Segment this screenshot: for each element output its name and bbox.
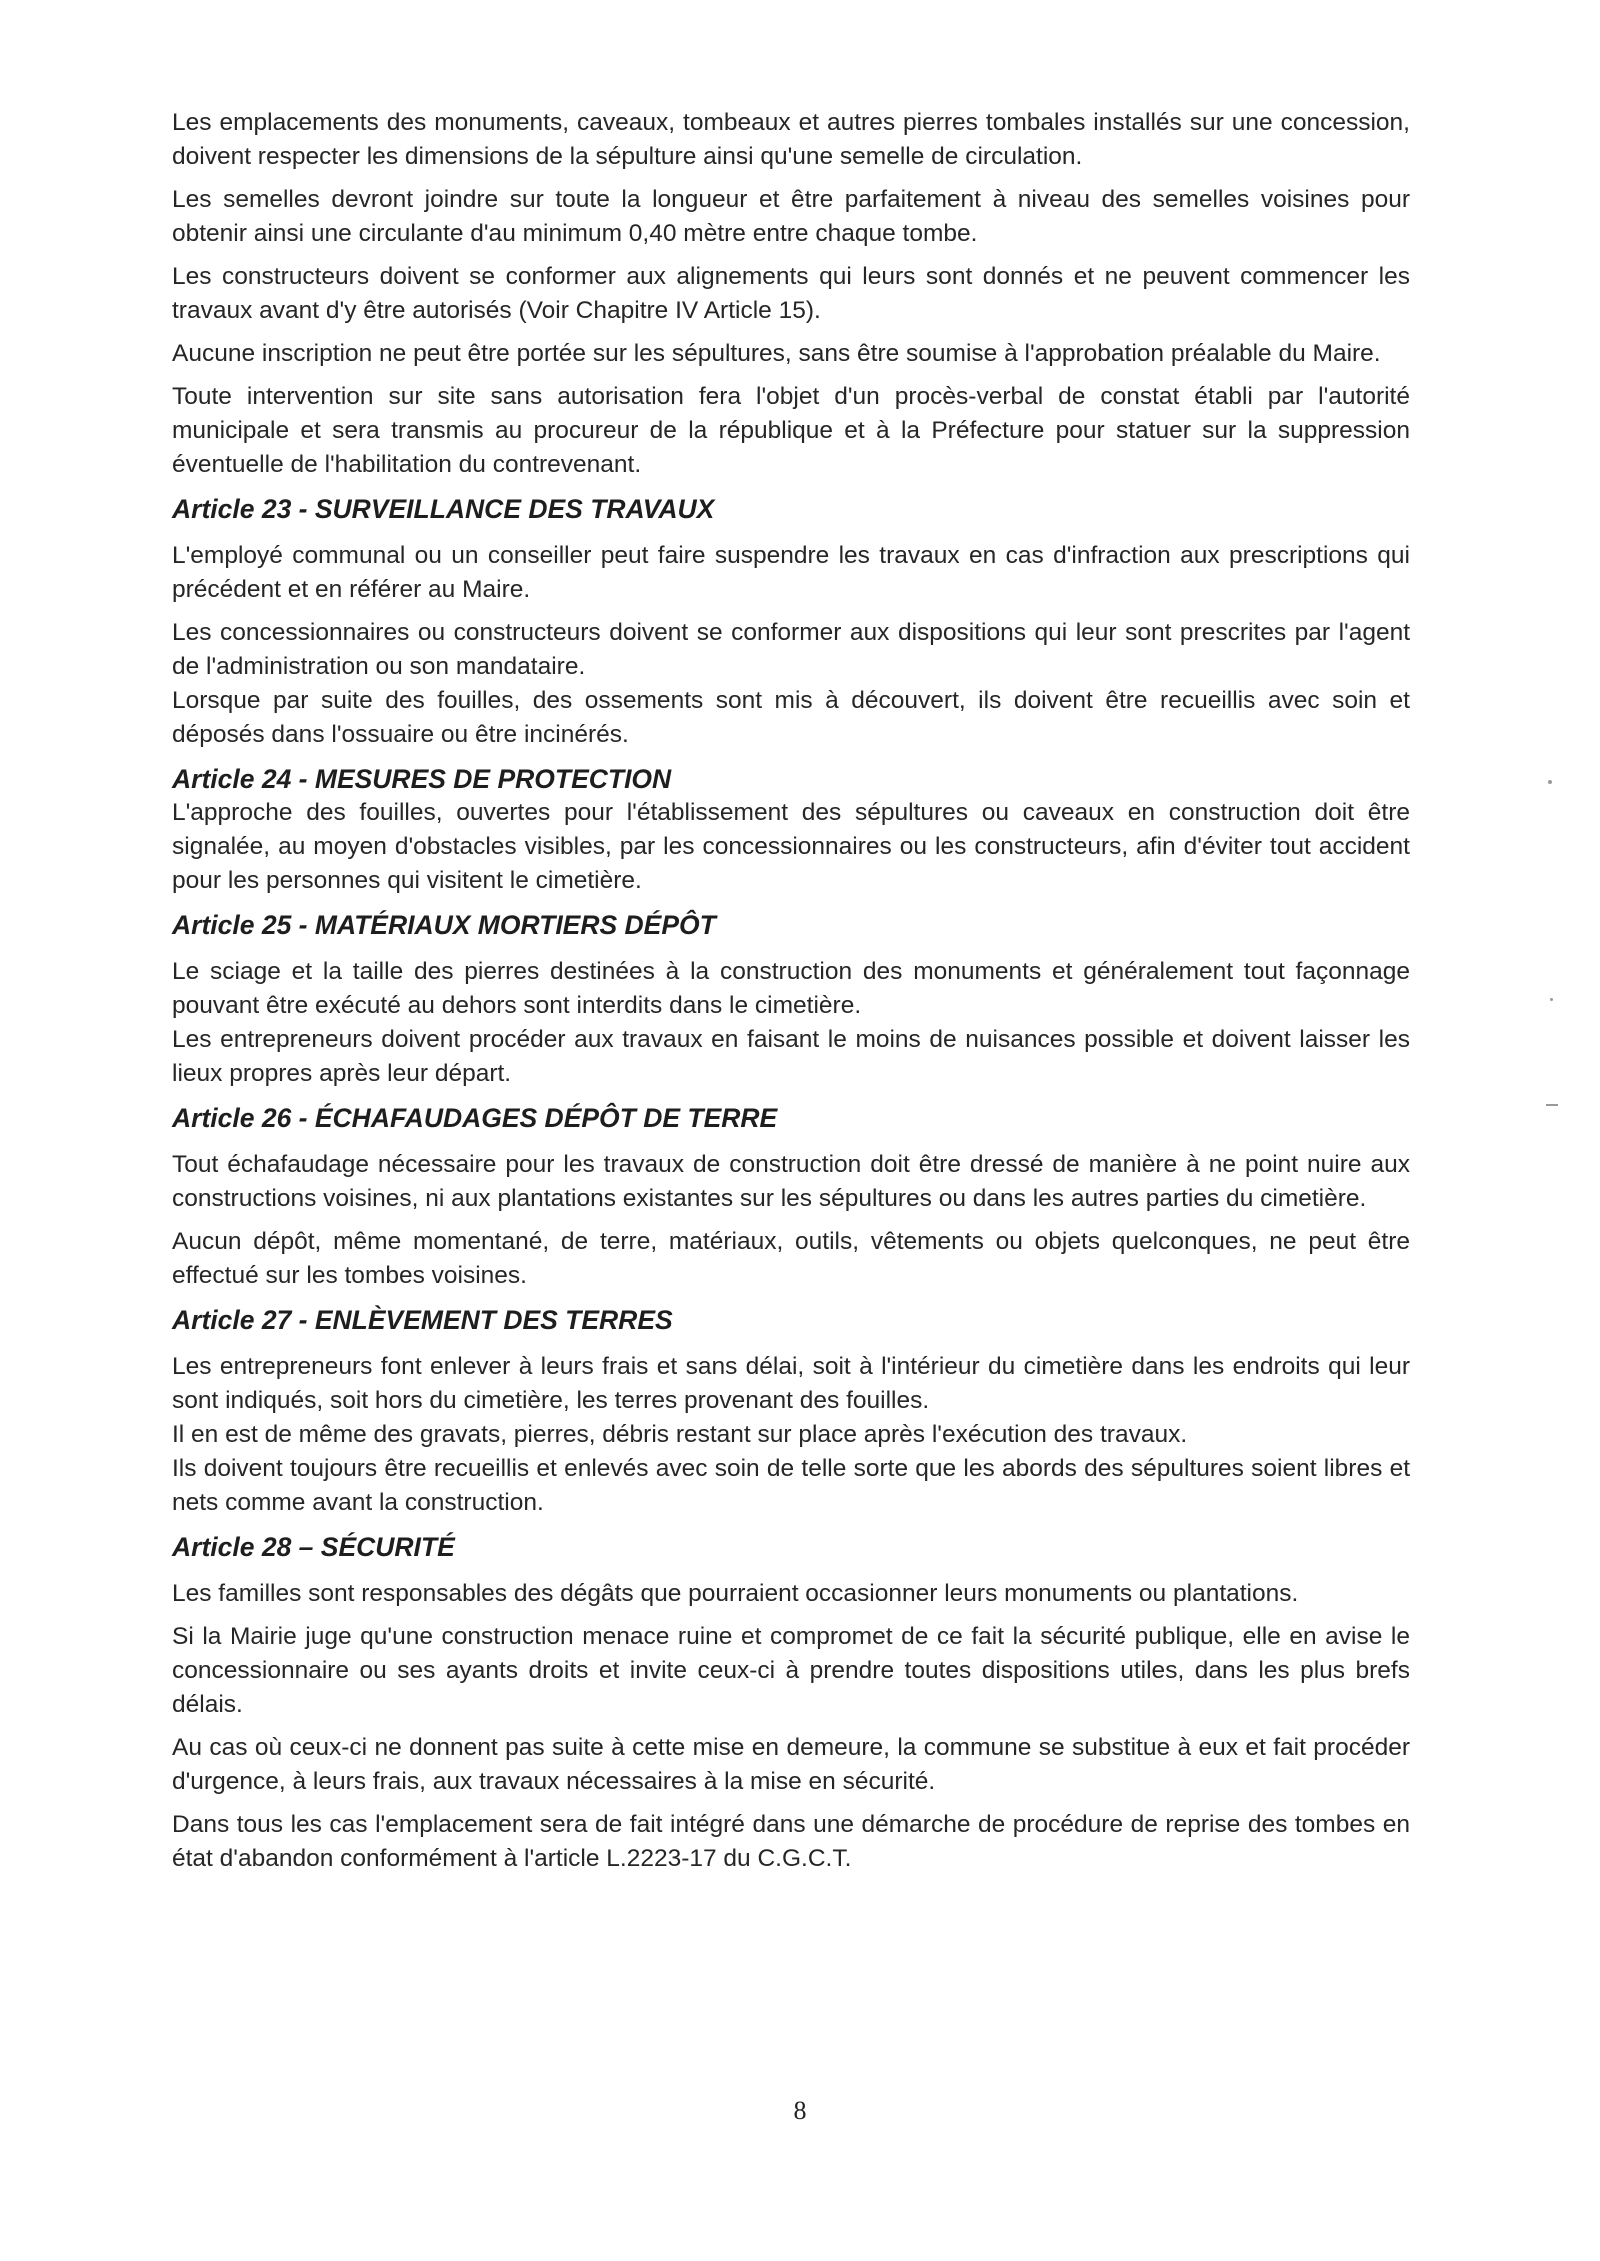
scan-speck (1550, 998, 1553, 1001)
document-page (172, 106, 1410, 1885)
article-28-paragraph-1: Les familles sont responsables des dégâts que pourraient occasionner leurs monuments ou plantations. (172, 1580, 1299, 1607)
scan-speck (1546, 1104, 1558, 1106)
article-27-paragraph-3: Ils doivent toujours être recueillis et enlevés avec soin de telle sorte que les abords des sépultures soient libres et nets comme avant la construction. (172, 1455, 1410, 1516)
article-26-paragraph-2: Aucun dépôt, même momentané, de terre, matériaux, outils, vêtements ou objets quelconques, ne peut être effectué sur les tombes voisines. (172, 1228, 1410, 1289)
article-27-paragraph-2: Il en est de même des gravats, pierres, débris restant sur place après l'exécution des travaux. (172, 1421, 1188, 1448)
article-25-heading: Article 25 - MATÉRIAUX MORTIERS DÉPÔT (172, 910, 716, 940)
article-24-heading: Article 24 - MESURES DE PROTECTION (172, 764, 672, 794)
paragraph-semelles: Les semelles devront joindre sur toute la longueur et être parfaitement à niveau des semelles voisines pour obtenir ainsi une circulante d'au minimum 0,40 mètre entre chaque tombe. (172, 186, 1410, 247)
paragraph-constructeurs: Les constructeurs doivent se conformer aux alignements qui leurs sont donnés et ne peuvent commencer les travaux avant d'y être autorisés (Voir Chapitre IV Article 15). (172, 263, 1410, 324)
article-23-paragraph-2: Les concessionnaires ou constructeurs doivent se conformer aux dispositions qui leur sont prescrites par l'agent de l'administration ou son mandataire. (172, 619, 1410, 680)
article-28 (172, 1530, 1410, 1876)
article-27-heading: Article 27 - ENLÈVEMENT DES TERRES (172, 1305, 673, 1335)
article-25-paragraph-1: Le sciage et la taille des pierres destinées à la construction des monuments et généralement tout façonnage pouvant être exécuté au dehors sont interdits dans le cimetière. (172, 958, 1410, 1019)
article-27-paragraph-1: Les entrepreneurs font enlever à leurs frais et sans délai, soit à l'intérieur du cimetière dans les endroits qui leur sont indiqués, soit hors du cimetière, les terres provenant des fouilles. (172, 1353, 1410, 1414)
page-number: 8 (793, 2096, 807, 2125)
article-28-paragraph-4: Dans tous les cas l'emplacement sera de fait intégré dans une démarche de procédure de reprise des tombes en état d'abandon conformément à l'article L.2223-17 du C.G.C.T. (172, 1811, 1410, 1872)
article-26 (172, 1101, 1410, 1293)
paragraph-intervention: Toute intervention sur site sans autorisation fera l'objet d'un procès-verbal de constat établi par l'autorité municipale et sera transmis au procureur de la république et à la Préfecture pour statuer sur la suppression éventuelle de l'habilitation du contrevenant. (172, 383, 1410, 478)
paragraph-inscription: Aucune inscription ne peut être portée sur les sépultures, sans être soumise à l'approbation préalable du Maire. (172, 340, 1381, 367)
article-23-paragraph-3: Lorsque par suite des fouilles, des ossements sont mis à découvert, ils doivent être recueillis avec soin et déposés dans l'ossuaire ou être incinérés. (172, 687, 1410, 748)
article-23-heading: Article 23 - SURVEILLANCE DES TRAVAUX (172, 494, 715, 524)
article-25 (172, 908, 1410, 1091)
scan-speck (1548, 780, 1552, 784)
article-28-paragraph-3: Au cas où ceux-ci ne donnent pas suite à cette mise en demeure, la commune se substitue à eux et fait procéder d'urgence, à leurs frais, aux travaux nécessaires à la mise en sécurité. (172, 1734, 1410, 1795)
article-27 (172, 1303, 1410, 1520)
article-25-paragraph-2: Les entrepreneurs doivent procéder aux travaux en faisant le moins de nuisances possible et doivent laisser les lieux propres après leur départ. (172, 1026, 1410, 1087)
article-24-paragraph-1: L'approche des fouilles, ouvertes pour l'établissement des sépultures ou caveaux en construction doit être signalée, au moyen d'obstacles visibles, par les concessionnaires ou les constructeurs, afin d'éviter tout accident pour les personnes qui visitent le cimetière. (172, 799, 1410, 894)
article-24 (172, 762, 1410, 898)
article-23-paragraph-1: L'employé communal ou un conseiller peut faire suspendre les travaux en cas d'infraction aux prescriptions qui précédent et en référer au Maire. (172, 542, 1410, 603)
article-23 (172, 492, 1410, 752)
paragraph-emplacements: Les emplacements des monuments, caveaux, tombeaux et autres pierres tombales installés sur une concession, doivent respecter les dimensions de la sépulture ainsi qu'une semelle de circulation. (172, 109, 1410, 170)
article-28-heading: Article 28 – SÉCURITÉ (172, 1532, 455, 1562)
article-26-paragraph-1: Tout échafaudage nécessaire pour les travaux de construction doit être dressé de manière à ne point nuire aux constructions voisines, ni aux plantations existantes sur les sépultures ou dans les autres parties du cimetière. (172, 1151, 1410, 1212)
article-28-paragraph-2: Si la Mairie juge qu'une construction menace ruine et compromet de ce fait la sécurité publique, elle en avise le concessionnaire ou ses ayants droits et invite ceux-ci à prendre toutes dispositions utiles, dans les plus brefs délais. (172, 1623, 1410, 1718)
article-26-heading: Article 26 - ÉCHAFAUDAGES DÉPÔT DE TERRE (172, 1103, 778, 1133)
